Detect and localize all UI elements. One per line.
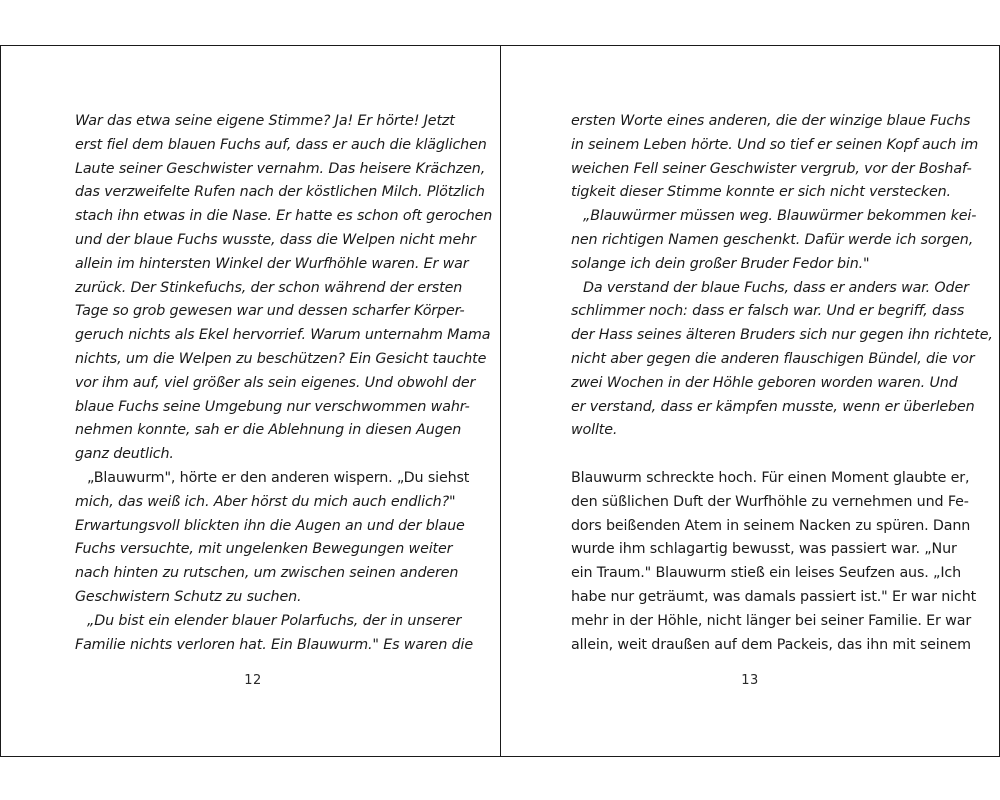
text-line: „Blauwürmer müssen weg. Blauwürmer bekommen kei- [583, 208, 977, 225]
text-line: der Hass seines älteren Bruders sich nur gegen ihn richtete, [571, 327, 993, 344]
text-line: wurde ihm schlagartig bewusst, was passiert war. „Nur [571, 541, 957, 558]
text-line: tigkeit dieser Stimme konnte er sich nicht verstecken. [571, 184, 951, 201]
text-line: zurück. Der Stinkefuchs, der schon während der ersten [75, 279, 463, 296]
text-line: ganz deutlich. [75, 446, 174, 463]
text-line: nichts, um die Welpen zu beschützen? Ein Gesicht tauchte [75, 350, 487, 367]
left-page-text [75, 110, 492, 657]
text-line: Da verstand der blaue Fuchs, dass er anders war. Oder [583, 279, 969, 296]
text-line: nicht aber gegen die anderen flauschigen Bündel, die vor [571, 350, 975, 367]
text-line: geruch nichts als Ekel hervorrief. Warum unternahm Mama [75, 327, 491, 344]
text-line: stach ihn etwas in die Nase. Er hatte es schon oft gerochen [75, 208, 493, 225]
text-line: Familie nichts verloren hat. Ein Blauwurm." Es waren die [75, 636, 474, 653]
text-line: allein im hintersten Winkel der Wurfhöhle waren. Er war [75, 255, 469, 272]
text-line: Fuchs versuchte, mit ungelenken Bewegungen weiter [75, 541, 453, 558]
text-line: „Du bist ein elender blauer Polarfuchs, der in unserer [87, 612, 462, 629]
right-page-text [571, 110, 993, 657]
text-line: nen richtigen Namen geschenkt. Dafür werde ich sorgen, [571, 231, 974, 248]
text-line: War das etwa seine eigene Stimme? Ja! Er hörte! Jetzt [75, 113, 455, 129]
page-number: 13 [741, 673, 759, 688]
text-line: Erwartungsvoll blickten ihn die Augen an und der blaue [75, 517, 465, 534]
text-line: ersten Worte eines anderen, die der winzige blaue Fuchs [571, 113, 971, 129]
text-line: ein Traum." Blauwurm stieß ein leises Seufzen aus. „Ich [571, 565, 962, 582]
text-line: zwei Wochen in der Höhle geboren worden waren. Und [571, 374, 958, 391]
text-line: dors beißenden Atem in seinem Nacken zu spüren. Dann [571, 517, 971, 534]
text-line: vor ihm auf, viel größer als sein eigenes. Und obwohl der [75, 374, 476, 391]
text-line: Tage so grob gewesen war und dessen scharfer Körper- [75, 303, 465, 320]
text-line: blaue Fuchs seine Umgebung nur verschwommen wahr- [75, 398, 470, 415]
text-line: er verstand, dass er kämpfen musste, wenn er überleben [571, 398, 975, 415]
text-line: Blauwurm schreckte hoch. Für einen Moment glaubte er, [571, 469, 970, 486]
text-line: schlimmer noch: dass er falsch war. Und er begriff, dass [571, 303, 965, 320]
text-line: erst fiel dem blauen Fuchs auf, dass er auch die kläglichen [75, 136, 487, 153]
text-line: „Blauwurm", hörte er den anderen wispern. „Du siehst [87, 469, 470, 486]
text-line: nehmen konnte, sah er die Ablehnung in diesen Augen [75, 422, 462, 439]
text-line: und der blaue Fuchs wusste, dass die Welpen nicht mehr [75, 231, 476, 248]
text-line: weichen Fell seiner Geschwister vergrub, vor der Boshaf- [571, 160, 972, 177]
left-page [1, 46, 500, 756]
text-line: das verzweifelte Rufen nach der köstlichen Milch. Plötzlich [75, 184, 485, 201]
right-page [501, 46, 999, 756]
text-line: mehr in der Höhle, nicht länger bei seiner Familie. Er war [571, 612, 972, 629]
text-line: solange ich dein großer Bruder Fedor bin." [571, 255, 870, 272]
book-spread [0, 45, 1000, 757]
text-line: mich, das weiß ich. Aber hörst du mich auch endlich?" [75, 493, 456, 510]
text-line: nach hinten zu rutschen, um zwischen seinen anderen [75, 565, 459, 582]
text-line: allein, weit draußen auf dem Packeis, das ihn mit seinem [571, 636, 971, 653]
text-line: Geschwistern Schutz zu suchen. [75, 588, 302, 605]
section-break [571, 443, 993, 467]
text-line: den süßlichen Duft der Wurfhöhle zu vernehmen und Fe- [571, 493, 969, 510]
page-number: 12 [244, 673, 262, 688]
text-line: habe nur geträumt, was damals passiert ist." Er war nicht [571, 588, 977, 605]
text-line: wollte. [571, 422, 618, 439]
text-line: Laute seiner Geschwister vernahm. Das heisere Krächzen, [75, 160, 486, 177]
text-line: in seinem Leben hörte. Und so tief er seinen Kopf auch im [571, 136, 979, 153]
